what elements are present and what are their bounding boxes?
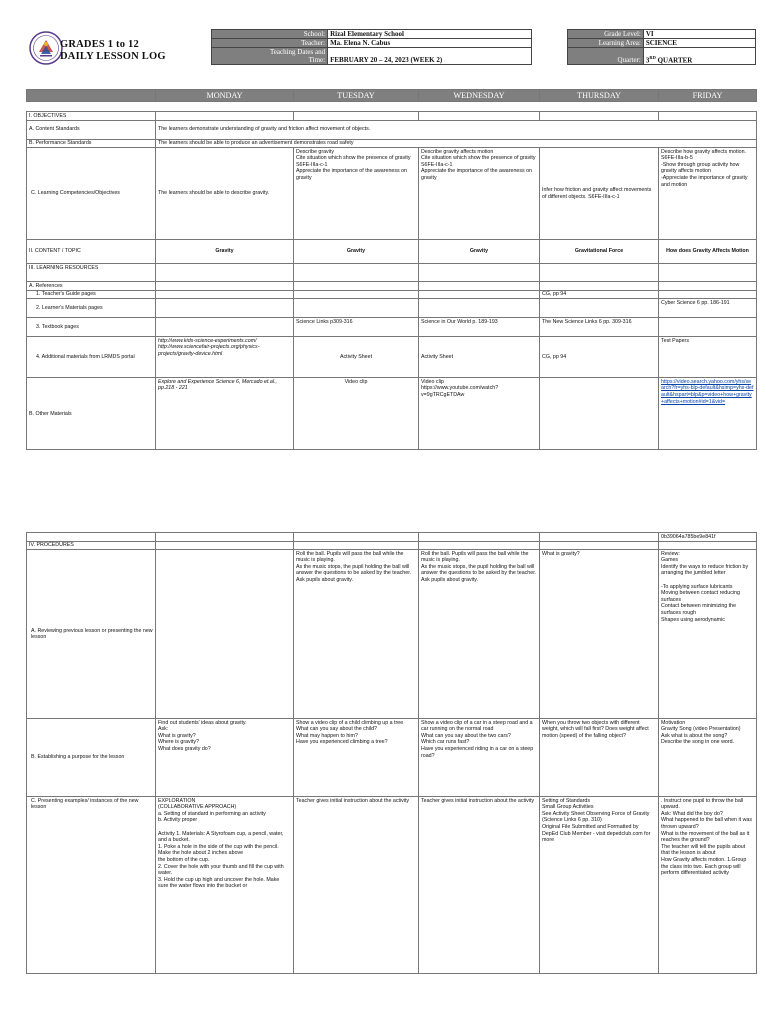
lesson-log-table-2: [26, 532, 757, 974]
purpose-tuesday: Show a video clip of a child climbing up a tree What can you say about the child? What may happen to him? Have you experienced climbing a tree?: [294, 719, 419, 797]
teachers-guide-label: 1. Teacher's Guide pages: [27, 290, 156, 299]
other-materials-row: [27, 378, 757, 450]
topic-tuesday: Gravity: [294, 240, 419, 264]
additional-materials-label: 4. Additional materials from LRMDS portal: [27, 337, 156, 378]
textbook-tuesday: Science Links p309-316: [294, 318, 419, 337]
title-line-grades: GRADES 1 to 12: [60, 39, 139, 50]
procedures-section-row: [27, 541, 757, 550]
teacher-label: Teacher:: [212, 39, 328, 48]
performance-standards-row: [27, 139, 757, 148]
reviewing-wednesday: Roll the ball. Pupils will pass the ball while the music is playing. As the music stops, the pupil holding the ball will answer the questions to be asked by the teacher. Ask pupils about gravity.: [419, 550, 540, 719]
content-topic-row: [27, 240, 757, 264]
other-materials-label: B. Other Materials: [27, 378, 156, 450]
examples-friday: . Instruct one pupil to throw the ball upward. Ask: What did the boy do? What happened to the ball when it was thrown upward? What is the movement of the ball as it reaches the ground? The teacher will tell the pupils about that the lesson is about How Gravity affects motion. 1.Group the class into two. Each group will perform differentiated activity: [659, 797, 757, 974]
content-standards-label: A. Content Standards: [27, 120, 156, 139]
teacher-value: Ma. Elena N. Cabus: [328, 39, 532, 48]
teaching-dates-label: [212, 48, 328, 65]
performance-standards-label: B. Performance Standards: [27, 139, 156, 148]
reviewing-label: A. Reviewing previous lesson or presenting the new lesson: [27, 550, 156, 719]
grade-level-value: VI: [643, 30, 755, 39]
learners-materials-label: 2. Learner's Materials pages: [27, 299, 156, 318]
purpose-row: [27, 719, 757, 797]
day-header-tuesday: TUESDAY: [294, 90, 419, 102]
title-line-daily-lesson-log: DAILY LESSON LOG: [60, 51, 166, 62]
topic-friday: How does Gravity Affects Motion: [659, 240, 757, 264]
procedures-section-label: IV. PROCEDURES: [27, 541, 156, 550]
quarter-label: Quarter:: [567, 48, 643, 65]
teaching-dates-label-line1: Teaching Dates and: [269, 48, 326, 56]
yahoo-video-link[interactable]: https://video.search.yahoo.com/yhs/search?fr=yhs-blp-default&hsimp=yhs-default&hspart=blp&p=video+how+gravity+affects+motion#id=1&vid=: [661, 378, 754, 405]
day-header-row: [27, 90, 757, 102]
learning-resources-label: III. LEARNING RESOURCES: [27, 264, 156, 282]
day-header-monday: MONDAY: [156, 90, 294, 102]
additional-materials-monday: http://www.kids-science-experiments.com/ http://www.sciencefair-projects.org/physics-projects/gravity-device.html: [156, 337, 294, 378]
textbook-row: [27, 318, 757, 337]
document-title: [60, 39, 166, 63]
references-row: [27, 282, 757, 291]
content-standards-row: [27, 120, 757, 139]
additional-materials-friday: Test Papers: [659, 337, 757, 378]
day-header-wednesday: WEDNESDAY: [419, 90, 540, 102]
purpose-friday: Motivation Gravity Song (video Presentation) Ask what is about the song? Describe the song in one word.: [659, 719, 757, 797]
other-materials-monday: Explore and Experience Science 6, Mercado et.al., pp.218 - 221: [156, 378, 294, 450]
quarter-value: [643, 48, 755, 65]
reviewing-row: [27, 550, 757, 719]
header-info-table: [211, 29, 756, 65]
lesson-log-header: [26, 29, 756, 68]
competency-monday: The learners should be able to describe gravity.: [156, 148, 294, 240]
school-value: Rizal Elementary School: [328, 30, 532, 39]
purpose-label: B. Establishing a purpose for the lesson: [27, 719, 156, 797]
examples-label: C. Presenting examples/ instances of the new lesson: [27, 797, 156, 974]
other-materials-tuesday: Video clip: [294, 378, 419, 450]
purpose-monday: Find out students' ideas about gravity. Ask: What is gravity? Where is gravity? What does gravity do?: [156, 719, 294, 797]
textbook-wednesday: Science in Our World p. 189-193: [419, 318, 540, 337]
examples-tuesday: Teacher gives initial instruction about the activity: [294, 797, 419, 974]
examples-row: [27, 797, 757, 974]
learners-materials-row: [27, 299, 757, 318]
examples-monday: EXPLORATION (COLLABORATIVE APPROACH) a. Setting of standard in performing an activity b. Activity proper Activity 1. Materials: A Styrofoam cup, a pencil, water, and a bucket. 1. Poke a hole in the side of the cup with the pencil. Make the hole about 2 inches above the bottom of the cup. 2. Cover the hole with your thumb and fill the cup with water. 3. Hold the cup up high and uncover the hole. Make sure the water flows into the bucket or: [156, 797, 294, 974]
competency-tuesday: Describe gravity Cite situation which show the presence of gravity S6FE-IIIa-c-1 Appreciate the importance of the awareness on gravity: [294, 148, 419, 240]
content-standards-text: The learners demonstrate understanding of gravity and friction affect movement of objects.: [156, 120, 757, 139]
deped-seal-logo: [29, 31, 63, 65]
examples-thursday: Setting of Standards Small Group Activities See Activity Sheet Observing Force of Gravity (Science Links 6 pp. 310) Original File Submitted and Formatted by DepEd Club Member - visit depedclub.com for more: [540, 797, 659, 974]
competencies-label: C. Learning Competencies/Objectives: [27, 148, 156, 240]
other-materials-friday: [659, 378, 757, 450]
day-header-thursday: THURSDAY: [540, 90, 659, 102]
teaching-dates-value: FEBRUARY 20 – 24, 2023 (WEEK 2): [328, 48, 532, 65]
topic-monday: Gravity: [156, 240, 294, 264]
performance-standards-text: The learners should be able to produce an advertisement demonstrates road safety: [156, 139, 757, 148]
references-label: A. References: [27, 282, 156, 291]
reviewing-tuesday: Roll the ball. Pupils will pass the ball while the music is playing. As the music stops, the pupil holding the ball will answer the questions to be asked by the teacher. Ask pupils about gravity.: [294, 550, 419, 719]
quarter-word: QUARTER: [655, 56, 693, 64]
examples-wednesday: Teacher gives initial instruction about the activity: [419, 797, 540, 974]
document-id-text: 0b39064a785be9e841f: [659, 533, 757, 542]
teaching-dates-label-line2: Time:: [308, 56, 326, 64]
additional-materials-thursday: CG, pp 94: [540, 337, 659, 378]
learning-resources-row: [27, 264, 757, 282]
lesson-log-table-1: [26, 89, 757, 450]
purpose-thursday: When you throw two objects with different weight, which will fall first? Does weight affect motion (speed) of the falling object?: [540, 719, 659, 797]
quarter-suffix: RD: [649, 54, 656, 60]
content-topic-label: II. CONTENT / TOPIC: [27, 240, 156, 264]
learning-area-value: SCIENCE: [643, 39, 755, 48]
teachers-guide-row: [27, 290, 757, 299]
textbook-thursday: The New Science Links 6 pp. 309-316: [540, 318, 659, 337]
textbook-label: 3. Textbook pages: [27, 318, 156, 337]
objectives-section-label: I. OBJECTIVES: [27, 112, 156, 121]
day-header-friday: FRIDAY: [659, 90, 757, 102]
reviewing-thursday: What is gravity?: [540, 550, 659, 719]
competency-friday: Describe how gravity affects motion. S6FE-IIIa-b-5 -Show through group activity how gravity affects motion -Appreciate the importance of gravity and motion: [659, 148, 757, 240]
purpose-wednesday: Show a video clip of a car in a steep road and a car running on the normal road What can you say about the two cars? Which car runs fast? Have you experienced riding in a car on a steep road?: [419, 719, 540, 797]
additional-materials-row: [27, 337, 757, 378]
objectives-section-row: [27, 112, 757, 121]
teachers-guide-thursday: CG, pp 94: [540, 290, 659, 299]
additional-materials-wednesday: Activity Sheet: [419, 337, 540, 378]
table2-top-row: [27, 533, 757, 542]
learning-area-label: Learning Area:: [567, 39, 643, 48]
topic-thursday: Gravitational Force: [540, 240, 659, 264]
grade-level-label: Grade Level:: [567, 30, 643, 39]
additional-materials-tuesday: Activity Sheet: [294, 337, 419, 378]
quarter-number: 3: [645, 56, 650, 64]
reviewing-friday: Review: Games Identify the ways to reduce friction by arranging the jumbled letter -To applying surface lubricants Moving between contact reducing surfaces Contact between minimizing the surfaces rough Shapes using aerodynamic: [659, 550, 757, 719]
topic-wednesday: Gravity: [419, 240, 540, 264]
school-label: School:: [212, 30, 328, 39]
competency-wednesday: Describe gravity affects motion Cite situation which show the presence of gravity S6FE-IIIa-c-1 Appreciate the importance of the awareness on gravity: [419, 148, 540, 240]
competency-thursday: Infer how friction and gravity affect movements of different objects. S6FE-IIIa-c-1: [540, 148, 659, 240]
competencies-row: [27, 148, 757, 240]
learners-materials-friday: Cyber Science 6 pp. 186-191: [659, 299, 757, 318]
other-materials-wednesday: Video clip https://www.youtube.com/watch?v=9gTRCgETDAw: [419, 378, 540, 450]
